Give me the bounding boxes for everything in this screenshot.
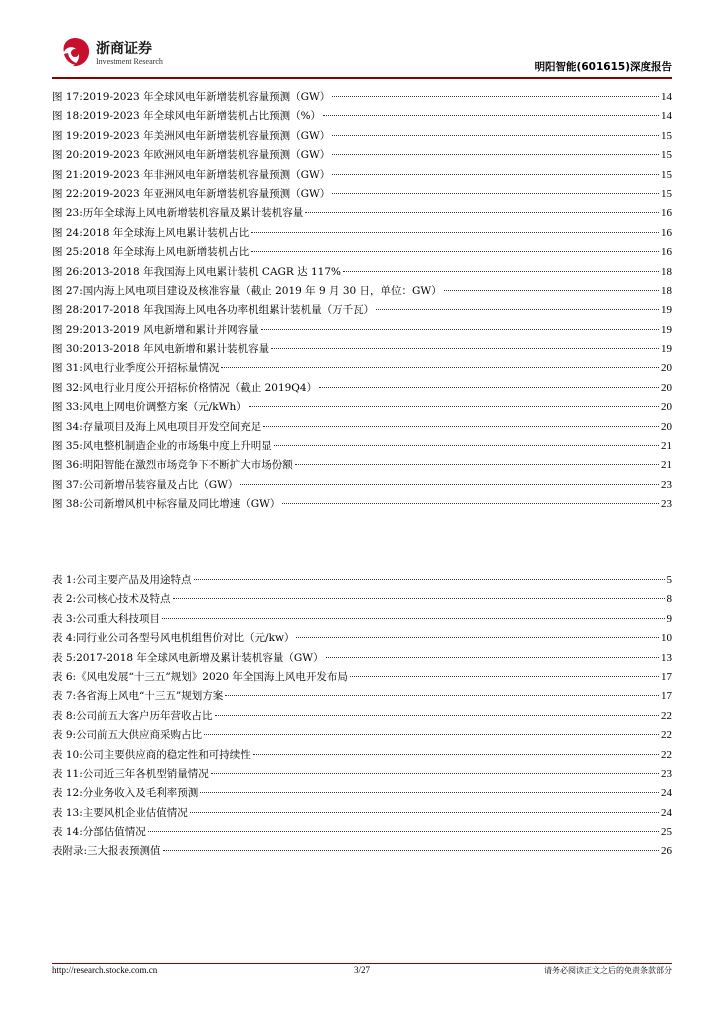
entry-title: 2017-2018 年全球风电新增及累计装机容量（GW）	[76, 651, 324, 664]
entry-label: 图 19:	[52, 129, 83, 142]
entry-page-number: 19	[661, 323, 672, 336]
entry-label: 表 4:	[52, 632, 77, 645]
entry-page-number: 8	[666, 593, 672, 606]
entry-page-number: 20	[661, 420, 672, 433]
entry-title: 《风电发展“十三五”规划》2020 年全国海上风电开发布局	[76, 670, 348, 683]
entry-label: 图 26:	[52, 265, 83, 278]
figure-toc-entry[interactable]	[52, 477, 672, 496]
table-toc-entry[interactable]	[52, 591, 672, 610]
table-toc-entry[interactable]	[52, 747, 672, 766]
figure-toc-entry[interactable]	[52, 419, 672, 438]
entry-label: 图 24:	[52, 226, 83, 239]
entry-label: 表 6:	[52, 670, 77, 683]
entry-page-number: 20	[661, 381, 672, 394]
entry-title: 三大报表预测值	[87, 845, 161, 858]
page-number: 3/27	[353, 965, 370, 975]
entry-page-number: 21	[661, 459, 672, 472]
entry-page-number: 15	[661, 187, 672, 200]
dot-leader	[376, 309, 659, 310]
dot-leader	[295, 464, 659, 465]
figure-toc-entry[interactable]	[52, 399, 672, 418]
figure-toc-entry[interactable]	[52, 205, 672, 224]
entry-page-number: 23	[661, 478, 672, 491]
dot-leader	[274, 445, 659, 446]
table-toc-entry[interactable]	[52, 650, 672, 669]
entry-title: 公司近三年各机型销量情况	[82, 767, 209, 780]
entry-page-number: 5	[666, 574, 672, 586]
table-toc-entry[interactable]	[52, 572, 672, 591]
entry-title: 风电行业月度公开招标价格情况（截止 2019Q4）	[82, 381, 318, 394]
entry-label: 图 29:	[52, 323, 83, 336]
dot-leader	[204, 734, 659, 735]
entry-title: 2013-2018 年风电新增和累计装机容量	[82, 343, 270, 356]
dot-leader	[225, 695, 659, 696]
entry-page-number: 16	[661, 226, 672, 239]
entry-title: 历年全球海上风电新增装机容量及累计装机容量	[82, 207, 304, 220]
table-toc-entry[interactable]	[52, 824, 672, 843]
footer-divider	[52, 963, 672, 964]
entry-page-number: 23	[661, 767, 672, 780]
dot-leader	[194, 579, 665, 580]
entry-label: 表 12:	[52, 787, 83, 800]
entry-label: 表附录:	[52, 845, 88, 858]
dot-leader	[211, 773, 659, 774]
figure-toc-entry[interactable]	[52, 341, 672, 360]
logo-emblem-icon	[58, 36, 92, 70]
entry-title: 2013-2018 年我国海上风电累计装机 CAGR 达 117%	[82, 265, 342, 278]
table-toc-entry[interactable]	[52, 611, 672, 630]
entry-page-number: 20	[661, 362, 672, 375]
dot-leader	[296, 637, 659, 638]
entry-title: 风电行业季度公开招标量情况	[82, 362, 220, 375]
entry-title: 各省海上风电“十三五”规划方案	[76, 690, 224, 703]
figure-toc-entry[interactable]	[52, 167, 672, 186]
dot-leader	[200, 792, 659, 793]
entry-page-number: 15	[661, 149, 672, 162]
footer-disclaimer: 请务必阅读正文之后的免责条款部分	[544, 966, 672, 975]
entry-label: 图 30:	[52, 343, 83, 356]
entry-title: 公司前五大客户历年营收占比	[76, 709, 213, 722]
dot-leader	[332, 135, 659, 136]
dot-leader	[148, 831, 659, 832]
entry-page-number: 18	[661, 265, 672, 278]
entry-title: 2019-2023 年欧洲风电年新增装机容量预测（GW）	[82, 149, 331, 162]
entry-label: 图 20:	[52, 149, 83, 162]
entry-title: 2017-2018 年我国海上风电各功率机组累计装机量（万千瓦）	[82, 304, 375, 317]
entry-title: 国内海上风电项目建设及核准容量（截止 2019 年 9 月 30 日，单位：GW）	[82, 284, 442, 297]
entry-page-number: 10	[661, 632, 672, 645]
entry-title: 风电整机制造企业的市场集中度上升明显	[82, 440, 272, 453]
entry-page-number: 15	[661, 129, 672, 142]
entry-title: 公司新增吊装容量及占比（GW）	[82, 478, 239, 491]
entry-title: 风电上网电价调整方案（元/kWh）	[82, 401, 247, 414]
entry-title: 2019-2023 年非洲风电年新增装机容量预测（GW）	[82, 168, 331, 181]
entry-page-number: 17	[661, 690, 672, 703]
entry-page-number: 17	[661, 670, 672, 683]
entry-label: 图 17:	[52, 91, 83, 103]
table-toc-entry[interactable]	[52, 805, 672, 824]
dot-leader	[190, 812, 659, 813]
entry-page-number: 24	[661, 787, 672, 800]
table-toc-entry[interactable]	[52, 708, 672, 727]
table-toc-entry[interactable]	[52, 669, 672, 688]
entry-page-number: 15	[661, 168, 672, 181]
entry-page-number: 24	[661, 806, 672, 819]
table-toc-entry[interactable]	[52, 766, 672, 785]
dot-leader	[221, 367, 659, 368]
entry-label: 图 36:	[52, 459, 83, 472]
figure-toc-entry[interactable]	[52, 147, 672, 166]
dot-leader	[261, 329, 659, 330]
table-toc-entry[interactable]	[52, 688, 672, 707]
entry-page-number: 22	[661, 748, 672, 761]
dot-leader	[163, 850, 659, 851]
entry-label: 图 21:	[52, 168, 83, 181]
figure-toc-entry[interactable]	[52, 457, 672, 476]
entry-page-number: 23	[661, 498, 672, 511]
entry-label: 图 38:	[52, 498, 83, 511]
entry-page-number: 21	[661, 440, 672, 453]
entry-title: 公司主要产品及用途特点	[76, 574, 192, 586]
entry-title: 2019-2023 年美洲风电年新增装机容量预测（GW）	[82, 129, 331, 142]
entry-title: 主要风机企业估值情况	[82, 806, 188, 819]
dot-leader	[305, 212, 659, 213]
table-toc-entry[interactable]	[52, 843, 672, 862]
figure-toc-entry[interactable]	[52, 322, 672, 341]
figure-toc-entry[interactable]	[52, 438, 672, 457]
dot-leader	[162, 618, 664, 619]
entry-label: 表 7:	[52, 690, 77, 703]
entry-title: 同行业公司各型号风电机组售价对比（元/kw）	[76, 632, 295, 645]
header-divider	[52, 77, 672, 79]
dot-leader	[215, 715, 659, 716]
entry-label: 图 25:	[52, 246, 83, 259]
entry-page-number: 14	[661, 110, 672, 123]
entry-label: 表 13:	[52, 806, 83, 819]
entry-page-number: 20	[661, 401, 672, 414]
entry-label: 图 35:	[52, 440, 83, 453]
brand-tagline: Investment Research	[96, 57, 163, 66]
dot-leader	[444, 290, 659, 291]
entry-label: 图 18:	[52, 110, 83, 123]
figure-toc-entry[interactable]	[52, 186, 672, 205]
dot-leader	[319, 387, 659, 388]
entry-page-number: 18	[661, 284, 672, 297]
entry-label: 表 8:	[52, 709, 77, 722]
table-toc-entry[interactable]	[52, 727, 672, 746]
entry-title: 分业务收入及毛利率预测	[82, 787, 199, 800]
entry-title: 公司前五大供应商采购占比	[76, 729, 203, 742]
entry-page-number: 25	[661, 826, 672, 839]
entry-page-number: 22	[661, 709, 672, 722]
entry-label: 表 10:	[52, 748, 83, 761]
table-toc-entry[interactable]	[52, 630, 672, 649]
dot-leader	[282, 503, 659, 504]
dot-leader	[251, 232, 659, 233]
figure-toc-entry[interactable]	[52, 283, 672, 302]
dot-leader	[323, 115, 659, 116]
brand-name: 浙商证券	[96, 41, 152, 57]
footer-url[interactable]: http://research.stocke.com.cn	[52, 965, 158, 975]
table-index	[52, 572, 672, 863]
entry-label: 图 22:	[52, 187, 83, 200]
entry-title: 2018 年全球海上风电累计装机占比	[82, 226, 250, 239]
figure-toc-entry[interactable]	[52, 380, 672, 399]
entry-title: 2013-2019 风电新增和累计并网容量	[82, 323, 259, 336]
dot-leader	[332, 193, 659, 194]
dot-leader	[249, 406, 659, 407]
entry-title: 公司核心技术及特点	[76, 593, 171, 606]
dot-leader	[263, 426, 659, 427]
entry-label: 图 23:	[52, 207, 83, 220]
figure-toc-entry[interactable]	[52, 89, 672, 108]
table-toc-entry[interactable]	[52, 785, 672, 804]
entry-label: 表 1:	[52, 574, 77, 586]
entry-label: 表 2:	[52, 593, 77, 606]
entry-title: 公司新增风机中标容量及同比增速（GW）	[82, 498, 281, 511]
entry-label: 图 37:	[52, 478, 83, 491]
dot-leader	[173, 598, 665, 599]
entry-label: 表 11:	[52, 767, 83, 780]
entry-title: 2019-2023 年全球风电年新增装机容量预测（GW）	[82, 91, 331, 103]
entry-title: 存量项目及海上风电项目开发空间充足	[82, 420, 262, 433]
entry-title: 2019-2023 年亚洲风电年新增装机容量预测（GW）	[82, 187, 331, 200]
figure-index	[52, 89, 672, 516]
figure-toc-entry[interactable]	[52, 264, 672, 283]
entry-title: 2018 年全球海上风电新增装机占比	[82, 246, 250, 259]
figure-toc-entry[interactable]	[52, 496, 672, 515]
dot-leader	[240, 484, 659, 485]
entry-label: 表 14:	[52, 826, 83, 839]
entry-title: 公司重大科技项目	[76, 612, 161, 625]
figure-toc-entry[interactable]	[52, 108, 672, 127]
dot-leader	[332, 96, 659, 97]
entry-label: 图 27:	[52, 284, 83, 297]
dot-leader	[326, 657, 659, 658]
entry-label: 图 34:	[52, 420, 83, 433]
dot-leader	[332, 154, 659, 155]
entry-page-number: 19	[661, 343, 672, 356]
dot-leader	[350, 676, 659, 677]
entry-page-number: 16	[661, 246, 672, 259]
dot-leader	[271, 348, 659, 349]
entry-page-number: 16	[661, 207, 672, 220]
entry-page-number: 13	[661, 651, 672, 664]
dot-leader	[253, 754, 659, 755]
entry-page-number: 26	[661, 845, 672, 858]
figure-toc-entry[interactable]	[52, 244, 672, 263]
entry-label: 图 28:	[52, 304, 83, 317]
figure-toc-entry[interactable]	[52, 128, 672, 147]
entry-title: 2019-2023 年全球风电年新增装机占比预测（%）	[82, 110, 322, 123]
entry-page-number: 14	[661, 91, 672, 103]
figure-toc-entry[interactable]	[52, 360, 672, 379]
report-title: 明阳智能(601615)深度报告	[534, 61, 672, 73]
figure-toc-entry[interactable]	[52, 302, 672, 321]
entry-page-number: 9	[666, 612, 672, 625]
dot-leader	[343, 271, 659, 272]
dot-leader	[251, 251, 659, 252]
figure-toc-entry[interactable]	[52, 225, 672, 244]
entry-title: 分部估值情况	[82, 826, 146, 839]
entry-page-number: 19	[661, 304, 672, 317]
entry-title: 明阳智能在激烈市场竞争下不断扩大市场份额	[82, 459, 293, 472]
entry-label: 图 31:	[52, 362, 83, 375]
entry-label: 表 3:	[52, 612, 77, 625]
entry-label: 表 9:	[52, 729, 77, 742]
entry-label: 表 5:	[52, 651, 77, 664]
entry-label: 图 33:	[52, 401, 83, 414]
entry-page-number: 22	[661, 729, 672, 742]
company-logo	[58, 36, 178, 72]
entry-label: 图 32:	[52, 381, 83, 394]
dot-leader	[332, 174, 659, 175]
entry-title: 公司主要供应商的稳定性和可持续性	[82, 748, 251, 761]
